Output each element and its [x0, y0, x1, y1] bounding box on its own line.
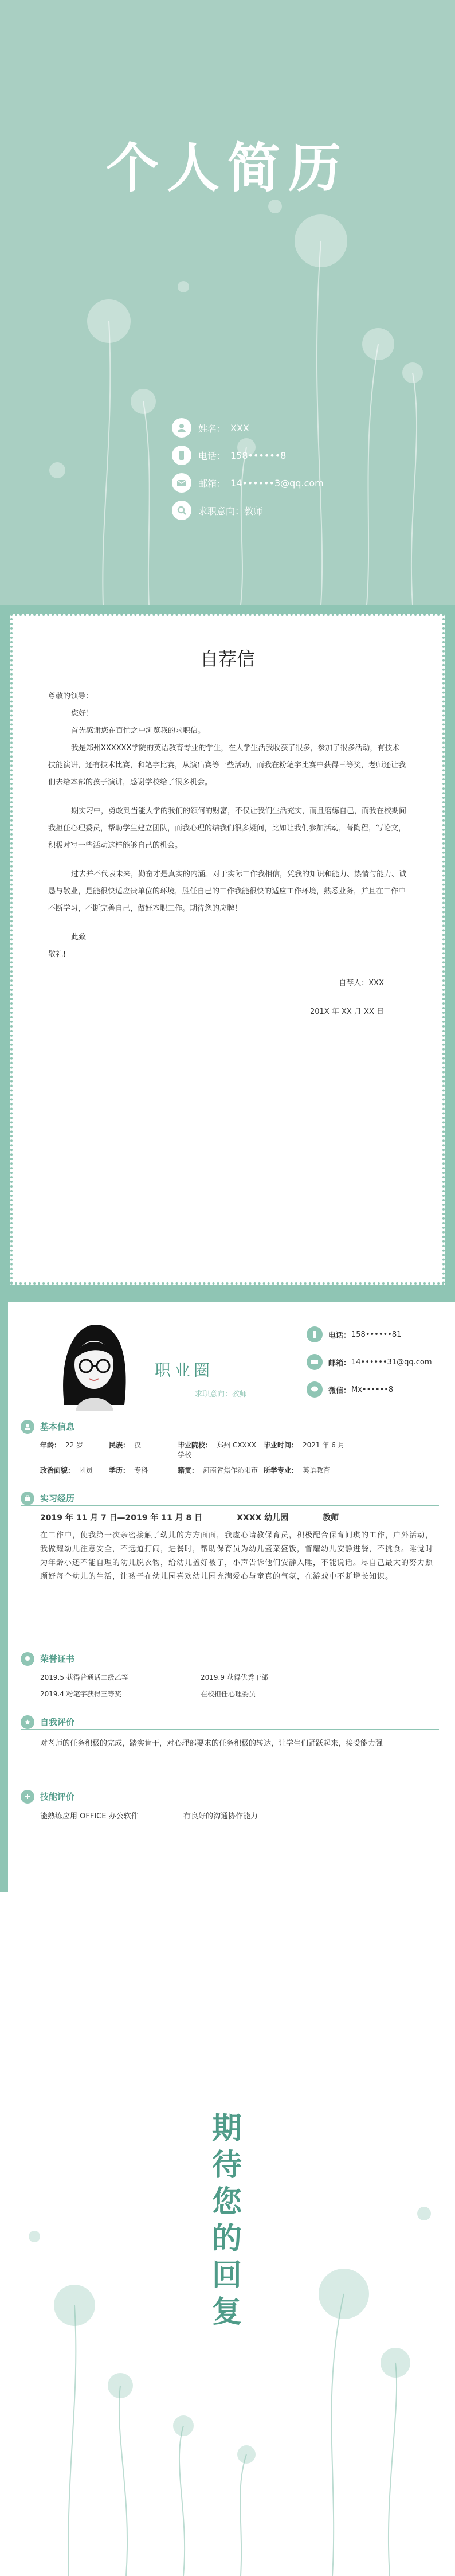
info-label: 电话：: [198, 450, 226, 462]
section-title: 荣誉证书: [40, 1654, 75, 1664]
letter-greeting: 尊敬的领导：: [48, 692, 93, 701]
contact-label: 电话：: [328, 1331, 351, 1340]
info-label: 姓名：: [198, 423, 226, 434]
contact-value: 14••••••31@qq.com: [351, 1357, 432, 1367]
info-label: 邮箱：: [198, 478, 226, 489]
contact-value: Mx••••••8: [351, 1385, 394, 1394]
phone-icon: [307, 1326, 323, 1342]
top-band: [0, 1296, 455, 1302]
user-icon: [172, 418, 191, 438]
skill-item: 有良好的沟通协作能力: [183, 1812, 258, 1821]
star-icon: [21, 1715, 34, 1729]
certificate-item: 2019.5 获得普通话二级乙等: [40, 1673, 128, 1681]
letter-paragraph: 首先感谢您在百忙之中浏览我的求职信。: [71, 727, 206, 735]
closing-page: [0, 1892, 455, 2576]
letter-paragraph: 期实习中，勇敢到当能大学的我们的领何的财富，不仅让我们生活充实，而且磨练自己，而我在校期间我担任心理委员，帮助学生建立团队，而我心理的结我们很多疑问，比如让我们参加活动，菁陶程，写论文，积极对写一些活动这样能够自己的机会。: [48, 807, 407, 850]
cover-info: [172, 417, 413, 528]
skill-list: [40, 1810, 439, 1821]
letter-signature: 自荐人：XXX: [339, 979, 384, 988]
search-icon: [172, 501, 191, 520]
cover-info-email: [172, 473, 413, 493]
letter-title: 自荐信: [199, 648, 255, 670]
phone-icon: [172, 446, 191, 465]
cover-info-phone: [172, 445, 413, 466]
contact-phone: [307, 1326, 450, 1343]
section-title: 实习经历: [40, 1493, 75, 1504]
section-title: 技能评价: [40, 1792, 75, 1802]
exp-description: 在工作中，使我第一次亲密接触了幼儿的方方面面，我虚心请教保育员，积极配合保育间琪的工作，户外活动，我做耀幼儿注意安全，不远道打闹，进餐时，帮助保育员为幼儿盛菜盛饭，督耀幼儿安静进餐，不挑食。睡觉时为年龄小还不能自理的幼儿脱衣物，给幼儿盖好被子，小声告诉他们安静入睡，不能说话。尽自己最大的努力照顾好每个幼儿的生活，让孩子在幼儿园喜欢幼儿园充满爱心与童真的气氛，在游戏中不断增长知识。: [40, 1531, 434, 1581]
contact-email: [307, 1353, 450, 1371]
letter-hello: 您好！: [71, 709, 94, 718]
info-label: 求职意向：: [198, 505, 245, 517]
info-value: 158••••••8: [230, 450, 287, 461]
certificate-item: 2019.9 获得优秀干部: [201, 1673, 268, 1681]
section-skills: [21, 1789, 439, 1821]
letter-salute: 此致: [71, 933, 87, 942]
cover-info-name: [172, 417, 413, 438]
certificate-list: [40, 1672, 439, 1699]
award-icon: [21, 1652, 34, 1666]
tool-icon: [21, 1790, 34, 1804]
mail-icon: [307, 1354, 323, 1370]
job-title: 职业圈: [155, 1361, 214, 1380]
avatar: [53, 1319, 133, 1411]
closing-message: 期待您的回复: [211, 2111, 242, 2329]
cover-letter: [10, 614, 445, 1285]
resume-page: [0, 1296, 455, 1892]
letter-paragraph: 过去并不代表未来，勤奋才是真实的内涵。对于实际工作我相信，凭我的知识和能力、热情与能力、诚恳与敬业，是能很快适应贵单位的环境，胜任自己的工作我能很快的适应工作环境，熟悉业务，并且在工作中不断学习，不断完善自己，做好本职工作。期待您的应聘！: [48, 870, 407, 913]
certificate-item: 2019.4 粉笔字获得三等奖: [40, 1690, 121, 1698]
section-title: 基本信息: [40, 1422, 75, 1432]
self-evaluation-text: 对老师的任务积极的完成，踏实肯干，对心理部要求的任务积极的转达，让学生们踊跃起来，接受能力强: [40, 1739, 383, 1748]
exp-org: XXXX 幼儿园: [237, 1513, 289, 1523]
left-band: [0, 1296, 8, 1892]
cover-title: 个人简历: [105, 138, 349, 199]
letter-respect: 敬礼!: [48, 950, 66, 959]
cover-page: [0, 0, 455, 605]
mail-icon: [172, 473, 191, 493]
section-basic-info: [21, 1419, 439, 1475]
section-self-evaluation: [21, 1715, 439, 1753]
info-value: 教师: [244, 505, 263, 517]
contact-value: 158••••••81: [351, 1330, 402, 1339]
section-title: 自我评价: [40, 1717, 75, 1727]
briefcase-icon: [21, 1492, 34, 1505]
letter-paragraph: 我是郑州XXXXXX学院的英语教育专业的学生，在大学生活我收获了很多，参加了很多活动，有技术技能演讲，还有技术比赛，和笔字比赛，从演出赛等一些活动，而我在粉笔字比赛中获得三等奖，老师还让我们去给本部的孩子演讲，感谢学校给了很多机会。: [48, 744, 406, 787]
info-value: XXX: [230, 422, 249, 434]
section-experience: [21, 1491, 439, 1584]
contact-label: 邮箱：: [328, 1359, 351, 1368]
user-icon: [21, 1420, 34, 1434]
section-certificates: [21, 1652, 439, 1699]
chat-icon: [307, 1381, 323, 1398]
contact-label: 微信：: [328, 1386, 351, 1395]
letter-date: 201X 年 XX 月 XX 日: [309, 1008, 384, 1016]
contact-wechat: [307, 1381, 450, 1398]
certificate-item: 在校担任心理委员: [201, 1690, 256, 1698]
basic-info-grid: 年龄： 22 岁 民族： 汉 毕业院校： 郑州 CXXXX 学校 毕业时间： 2021 年 6 月 政治面貌： 团员 学历： 专科 籍贯： 河南省焦作沁阳市 所学专业： 英语教育: [40, 1441, 345, 1474]
contact-list: [307, 1326, 450, 1408]
cover-info-intent: [172, 500, 413, 521]
exp-date: 2019 年 11 月 7 日—2019 年 11 月 8 日: [40, 1513, 203, 1523]
skill-item: 能熟练应用 OFFICE 办公软件: [40, 1812, 139, 1821]
job-intent: 求职意向：教师: [195, 1390, 248, 1399]
exp-role: 教师: [323, 1513, 339, 1523]
info-value: 14••••••3@qq.com: [230, 477, 324, 489]
